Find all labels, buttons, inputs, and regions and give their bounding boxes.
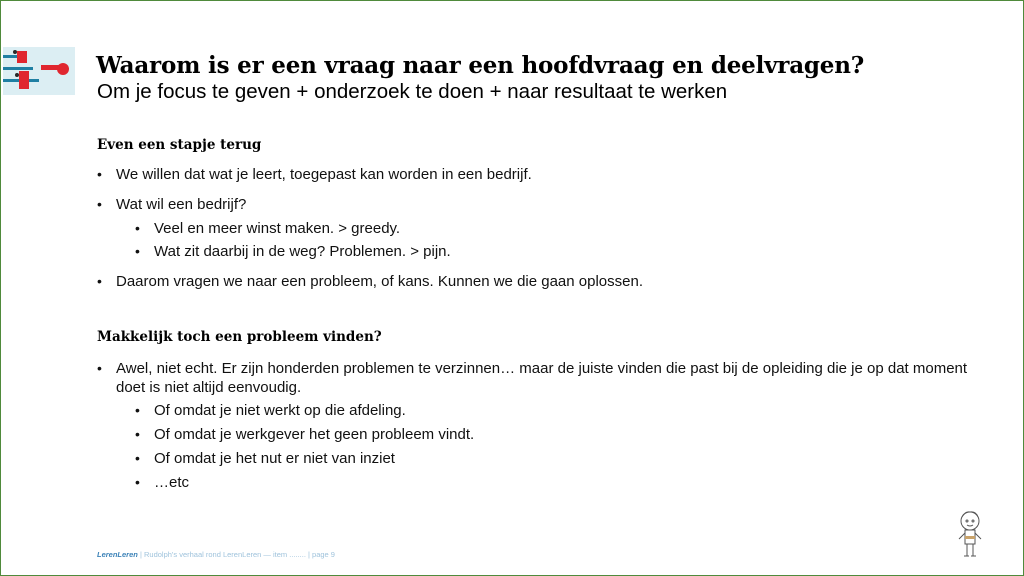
section-heading-stapje-terug: Even een stapje terug <box>97 137 262 153</box>
page-subtitle: Om je focus te geven + onderzoek te doen + naar resultaat te werken <box>97 80 728 103</box>
sub-bullet-item: • Veel en meer winst maken. > greedy. <box>154 219 400 238</box>
bullet-item: • Wat wil een bedrijf? <box>116 195 976 214</box>
sub-bullet-item: • Of omdat je werkgever het geen probleem vindt. <box>154 425 474 444</box>
bullet-item: • We willen dat wat je leert, toegepast kan worden in een bedrijf. <box>116 165 976 184</box>
page-title: Waarom is er een vraag naar een hoofdvraag en deelvragen? <box>96 52 865 79</box>
sub-bullet-item: • Of omdat je niet werkt op die afdeling. <box>154 401 406 420</box>
footer <box>97 550 335 559</box>
sub-bullet-item: • Wat zit daarbij in de weg? Problemen. > pijn. <box>154 242 451 261</box>
sub-bullet-item: • …etc <box>154 473 189 492</box>
sub-bullet-item: • Of omdat je het nut er niet van inziet <box>154 449 395 468</box>
bullet-item: • Awel, niet echt. Er zijn honderden problemen te verzinnen… maar de juiste vinden die past bij de opleiding die je op dat moment doet is niet altijd eenvoudig. <box>116 359 976 397</box>
section-heading-probleem-vinden: Makkelijk toch een probleem vinden? <box>97 329 382 345</box>
footer-text: | Rudolph's verhaal rond LerenLeren — item ........ | page 9 <box>139 550 335 559</box>
footer-brand: LerenLeren <box>97 550 138 559</box>
mascot-figure-icon <box>953 509 987 561</box>
bullet-item: • Daarom vragen we naar een probleem, of kans. Kunnen we die gaan oplossen. <box>116 272 976 291</box>
lerenleren-logo-icon <box>3 47 75 95</box>
